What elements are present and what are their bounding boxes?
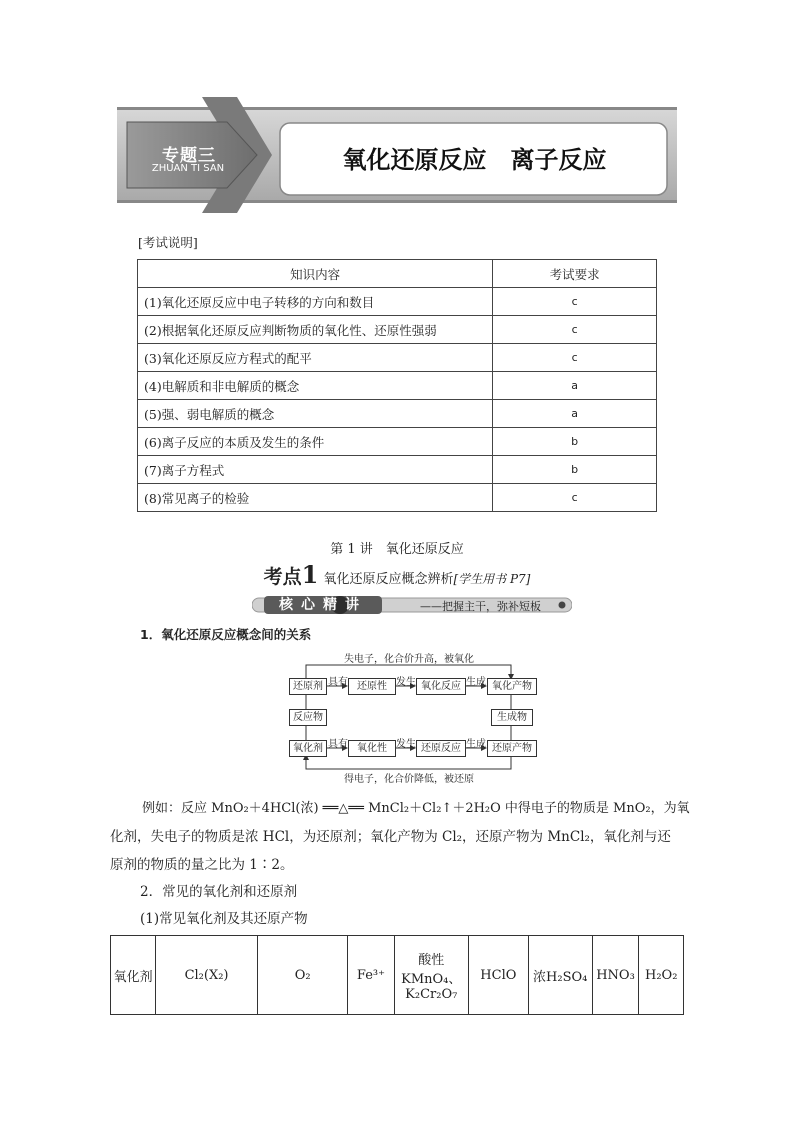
table-row: [111, 936, 684, 1015]
reduction-product-box: 还原产物: [487, 740, 537, 757]
example-line: 化剂，失电子的物质是浓 HCl，为还原剂；氧化产物为 Cl₂，还原产物为 MnCl₂，氧化剂与还: [110, 829, 671, 845]
kaodian-title: 氧化还原反应概念辨析: [323, 572, 454, 587]
knowledge-cell: (4)电解质和非电解质的概念: [138, 372, 493, 400]
oxidant-cell: 浓H₂SO₄: [528, 936, 592, 1015]
table-row: [138, 316, 657, 344]
table-row: [138, 428, 657, 456]
knowledge-cell: (2)根据氧化还原反应判断物质的氧化性、还原性强弱: [138, 316, 493, 344]
table-row: [138, 372, 657, 400]
topic-title: 氧化还原反应 离子反应: [342, 146, 607, 174]
reducibility-box: 还原性: [348, 678, 396, 695]
reduction-reaction-box: 还原反应: [416, 740, 466, 757]
knowledge-cell: (3)氧化还原反应方程式的配平: [138, 344, 493, 372]
topic-number: 专题三: [162, 146, 216, 166]
requirement-cell: b: [493, 456, 657, 484]
column-header: 知识内容: [138, 260, 493, 288]
oxidant-cell: 酸性KMnO₄、K₂Cr₂O₇: [394, 936, 468, 1015]
requirement-cell: c: [493, 288, 657, 316]
arrow-label-undergo: 发生: [396, 739, 416, 750]
oxidation-reaction-box: 氧化反应: [416, 678, 466, 695]
requirement-cell: a: [493, 372, 657, 400]
requirement-cell: c: [493, 484, 657, 512]
oxidant-cell: HClO: [468, 936, 528, 1015]
section-heading-2-1: (1)常见氧化剂及其还原产物: [140, 911, 308, 927]
topic-pinyin: ZHUAN TI SAN: [151, 163, 225, 174]
lecture-title: 第 1 讲 氧化还原反应: [330, 542, 464, 557]
oxidant-cell: Fe³⁺: [348, 936, 394, 1015]
knowledge-cell: (5)强、弱电解质的概念: [138, 400, 493, 428]
arrow-label-produce: 生成: [466, 677, 486, 688]
section-heading-2: 2．常见的氧化剂和还原剂: [140, 884, 298, 900]
knowledge-cell: (7)离子方程式: [138, 456, 493, 484]
table-row: [138, 456, 657, 484]
kaodian-label: 考点: [263, 566, 302, 588]
requirement-cell: c: [493, 316, 657, 344]
section-heading-1: 1．氧化还原反应概念间的关系: [140, 627, 312, 642]
table-row: [138, 400, 657, 428]
oxidant-cell: Cl₂(X₂): [156, 936, 258, 1015]
diagram-top-label: 失电子，化合价升高，被氧化: [344, 654, 474, 665]
oxidation-product-box: 氧化产物: [487, 678, 537, 695]
oxidizability-box: 氧化性: [348, 740, 396, 757]
kaodian-heading: [0, 560, 794, 589]
reactant-box: 反应物: [289, 709, 327, 726]
requirement-cell: b: [493, 428, 657, 456]
table-row: [138, 344, 657, 372]
table-row: [138, 484, 657, 512]
example-line: 原剂的物质的量之比为 1∶2。: [110, 857, 294, 873]
column-header: 考试要求: [493, 260, 657, 288]
example-paragraph: [110, 795, 690, 823]
table-row: [138, 288, 657, 316]
exam-requirements-table: [137, 259, 657, 512]
reductant-box: 还原剂: [289, 678, 327, 695]
oxidant-cell: H₂O₂: [639, 936, 684, 1015]
concept-diagram: [286, 645, 536, 785]
oxidants-table: [110, 935, 684, 1015]
arrow-label-undergo: 发生: [396, 677, 416, 688]
row-header: 氧化剂: [111, 936, 156, 1015]
example-line: 例如：反应 MnO₂＋4HCl(浓) ══△══ MnCl₂＋Cl₂↑＋2H₂O 中得电子的物质是 MnO₂，为氧: [142, 801, 690, 816]
requirement-cell: a: [493, 400, 657, 428]
oxidant-box: 氧化剂: [289, 740, 327, 757]
knowledge-cell: (1)氧化还原反应中电子转移的方向和数目: [138, 288, 493, 316]
oxidant-cell: O₂: [257, 936, 348, 1015]
exam-desc-heading: [考试说明]: [138, 235, 198, 250]
core-label: 核心精讲: [279, 597, 367, 613]
kaodian-number: 1: [301, 560, 319, 589]
requirement-cell: c: [493, 344, 657, 372]
knowledge-cell: (6)离子反应的本质及发生的条件: [138, 428, 493, 456]
diagram-bottom-label: 得电子，化合价降低，被还原: [344, 774, 474, 785]
topic-banner: [117, 97, 677, 213]
table-header-row: [138, 260, 657, 288]
core-subtitle: ——把握主干，弥补短板: [420, 600, 541, 613]
oxidant-cell: HNO₃: [592, 936, 639, 1015]
knowledge-cell: (8)常见离子的检验: [138, 484, 493, 512]
arrow-label-produce: 生成: [466, 739, 486, 750]
arrow-label-has: 具有: [328, 677, 348, 688]
book-reference: [学生用书 P7]: [453, 572, 531, 586]
arrow-label-has: 具有: [328, 739, 348, 750]
product-box: 生成物: [491, 709, 533, 726]
